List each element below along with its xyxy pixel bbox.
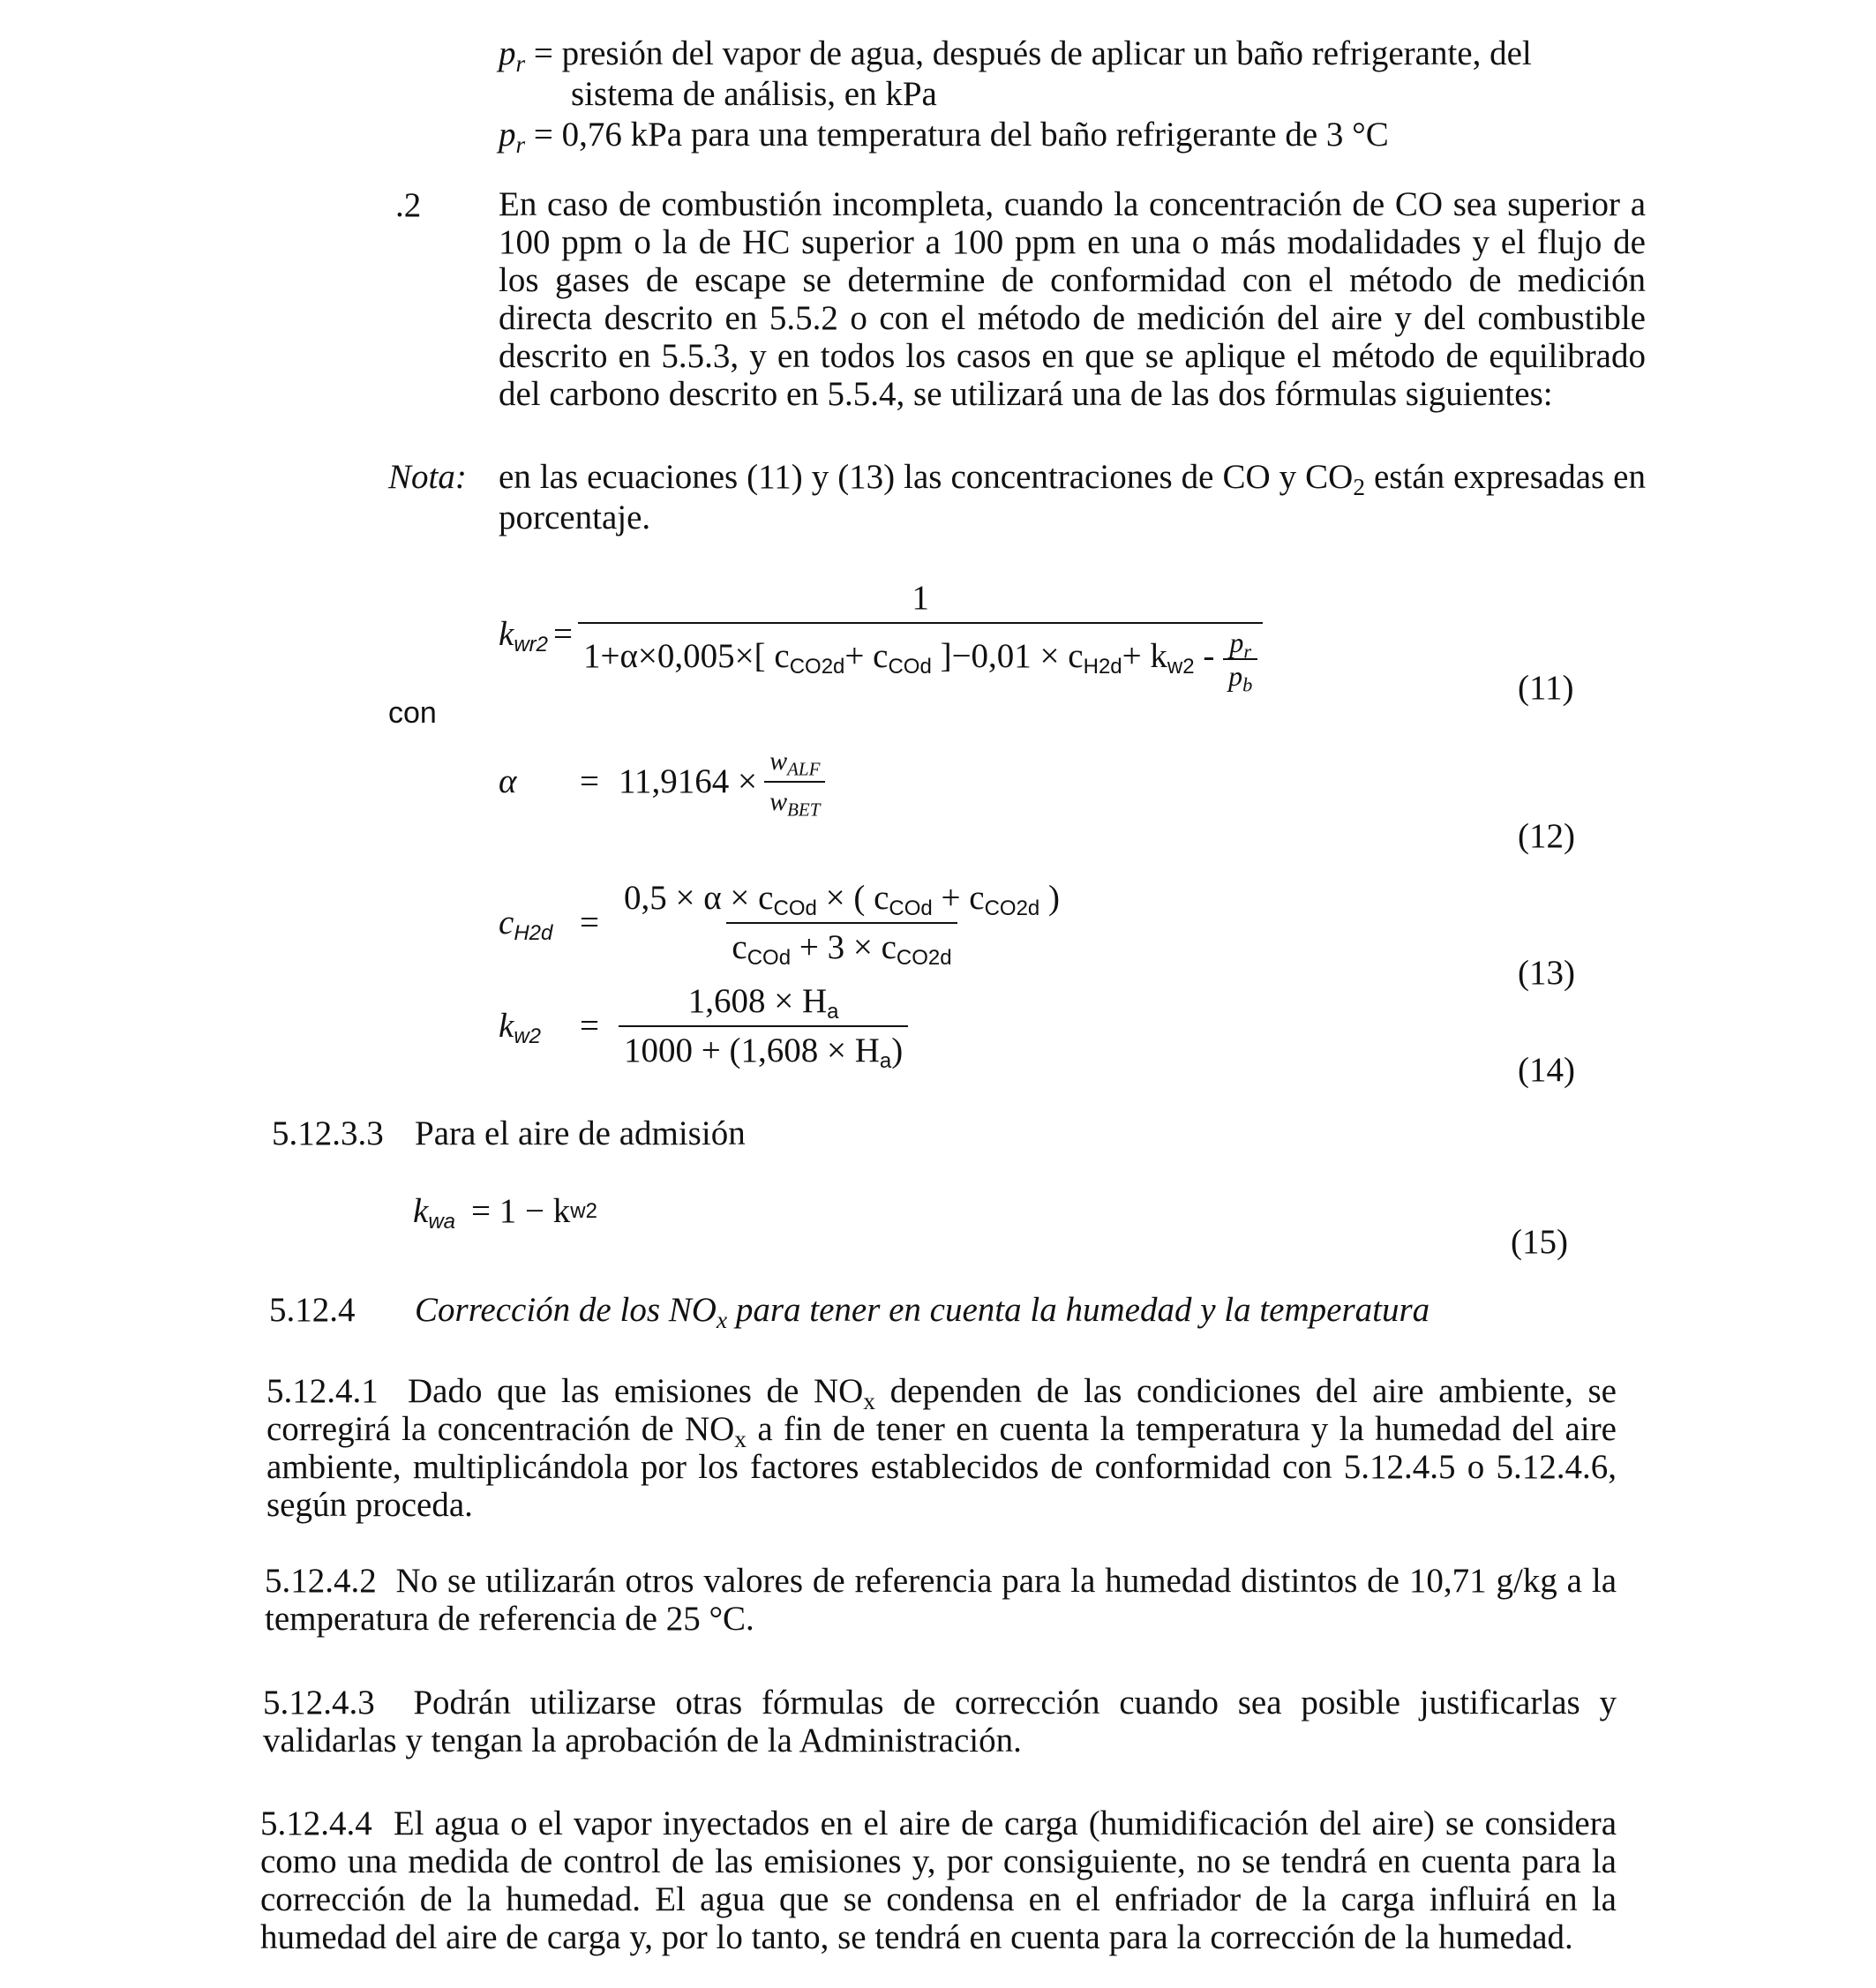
eq11-lhs: $k_{wr2}$: [499, 615, 548, 657]
item-2-number: .2: [395, 186, 422, 224]
paragraph-5-12-4-4: 5.12.4.4 El agua o el vapor inyectados en el aire de carga (humidificación del aire) se considera como una medida de control de las emisiones y, por consiguiente, no se tendrá en cuenta para la corrección de la humedad. El agua que se condensa en el enfriador de la carga influirá en la humedad del aire de carga y, por lo tanto, se tendrá en cuenta para la corrección de la humedad.: [260, 1804, 1617, 1956]
paragraph-5-12-4-2: 5.12.4.2 No se utilizarán otros valores de referencia para la humedad distintos de 10,71 g/kg a la temperatura de referencia de 25 °C.: [265, 1562, 1617, 1638]
eq11-number: (11): [1518, 669, 1574, 707]
con-label: con: [388, 696, 437, 730]
eq15-number: (15): [1511, 1223, 1568, 1261]
equation-11: $k_{wr2}$ = 1 1+α×0,005×[ $c_{CO2d}+ c_{COd}$ ]$-0,01 \times c_{H2d}+ k_{w2}$ - $\frac{p_r}{p_b}$: [499, 578, 1263, 691]
equation-15: $k_{wa}$ = 1 − k w2: [413, 1192, 597, 1234]
nota-label: Nota:: [388, 458, 467, 496]
eq14-number: (14): [1518, 1051, 1575, 1089]
pr-def-line1: presión del vapor de agua, después de aplicar un baño refrigerante, del: [561, 34, 1532, 72]
nota-text: en las ecuaciones (11) y (13) las concentraciones de CO y $CO_2$ están expresadas en porcentaje.: [499, 458, 1646, 536]
equation-12: α = 11,9164 × $\frac{w_{ALF}}{w_{BET}}$: [499, 746, 825, 818]
item-2-text: En caso de combustión incompleta, cuando la concentración de CO sea superior a 100 ppm o la de HC superior a 100 ppm en una o más modalidades y el flujo de los gases de escape se determine de conformidad con el método de medición directa descrito en 5.5.2 o con el método de medición del aire y del combustible descrito en 5.5.3, y en todos los casos en que se aplique el método de equilibrado del carbono descrito en 5.5.4, se utilizará una de las dos fórmulas siguientes:: [499, 185, 1646, 413]
pr-symbol: $p_r$: [499, 34, 526, 78]
pr-value-line: $p_r = 0,76$ kPa para una temperatura del baño refrigerante de 3 °C: [499, 116, 1389, 159]
equation-13: $c_{H2d}$ = $\frac{0,5 \times \alpha \times c_{COd} \times ( c_{COd} + c_{CO2d} )}{c_{COd} + 3 \times c_{CO2d}}$: [499, 879, 1061, 971]
paragraph-5-12-4-3: 5.12.4.3 Podrán utilizarse otras fórmulas de corrección cuando sea posible justificarlas y validarlas y tengan la aprobación de la Administración.: [263, 1684, 1617, 1759]
section-5-12-3-3: 5.12.3.3 Para el aire de admisión: [272, 1114, 746, 1152]
eq13-number: (13): [1518, 954, 1575, 992]
eq11-fraction: 1 1+α×0,005×[ $c_{CO2d}+ c_{COd}$ ]$-0,01 \times c_{H2d}+ k_{w2}$ - $\frac{p_r}{p_b}$: [578, 578, 1263, 691]
section-5-12-4-heading: 5.12.4 Corrección de los $NO_x$ para tener en cuenta la humedad y la temperatura: [269, 1291, 1430, 1334]
eq12-number: (12): [1518, 817, 1575, 855]
paragraph-5-12-4-1: 5.12.4.1 Dado que las emisiones de $NO_x$ dependen de las condiciones del aire ambiente, se corregirá la concentración de $NO_x$ a fin de tener en cuenta la temperatura y la humedad del aire ambiente, multiplicándola por los factores establecidos de conformidad con 5.12.4.5 o 5.12.4.6, según proceda.: [266, 1372, 1617, 1524]
pr-def-line2: sistema de análisis, en kPa: [571, 75, 937, 113]
pr-definition: $p_r$ = presión del vapor de agua, después de aplicar un baño refrigerante, del sistema de análisis, en kPa $p_r = 0,76$ kPa para una temperatura del baño refrigerante de 3 °C: [499, 34, 1646, 155]
equation-14: $k_{w2}$ = $\frac{1,608 \times H_a}{1000 + (1,608 \times H_a)}$: [499, 981, 908, 1071]
